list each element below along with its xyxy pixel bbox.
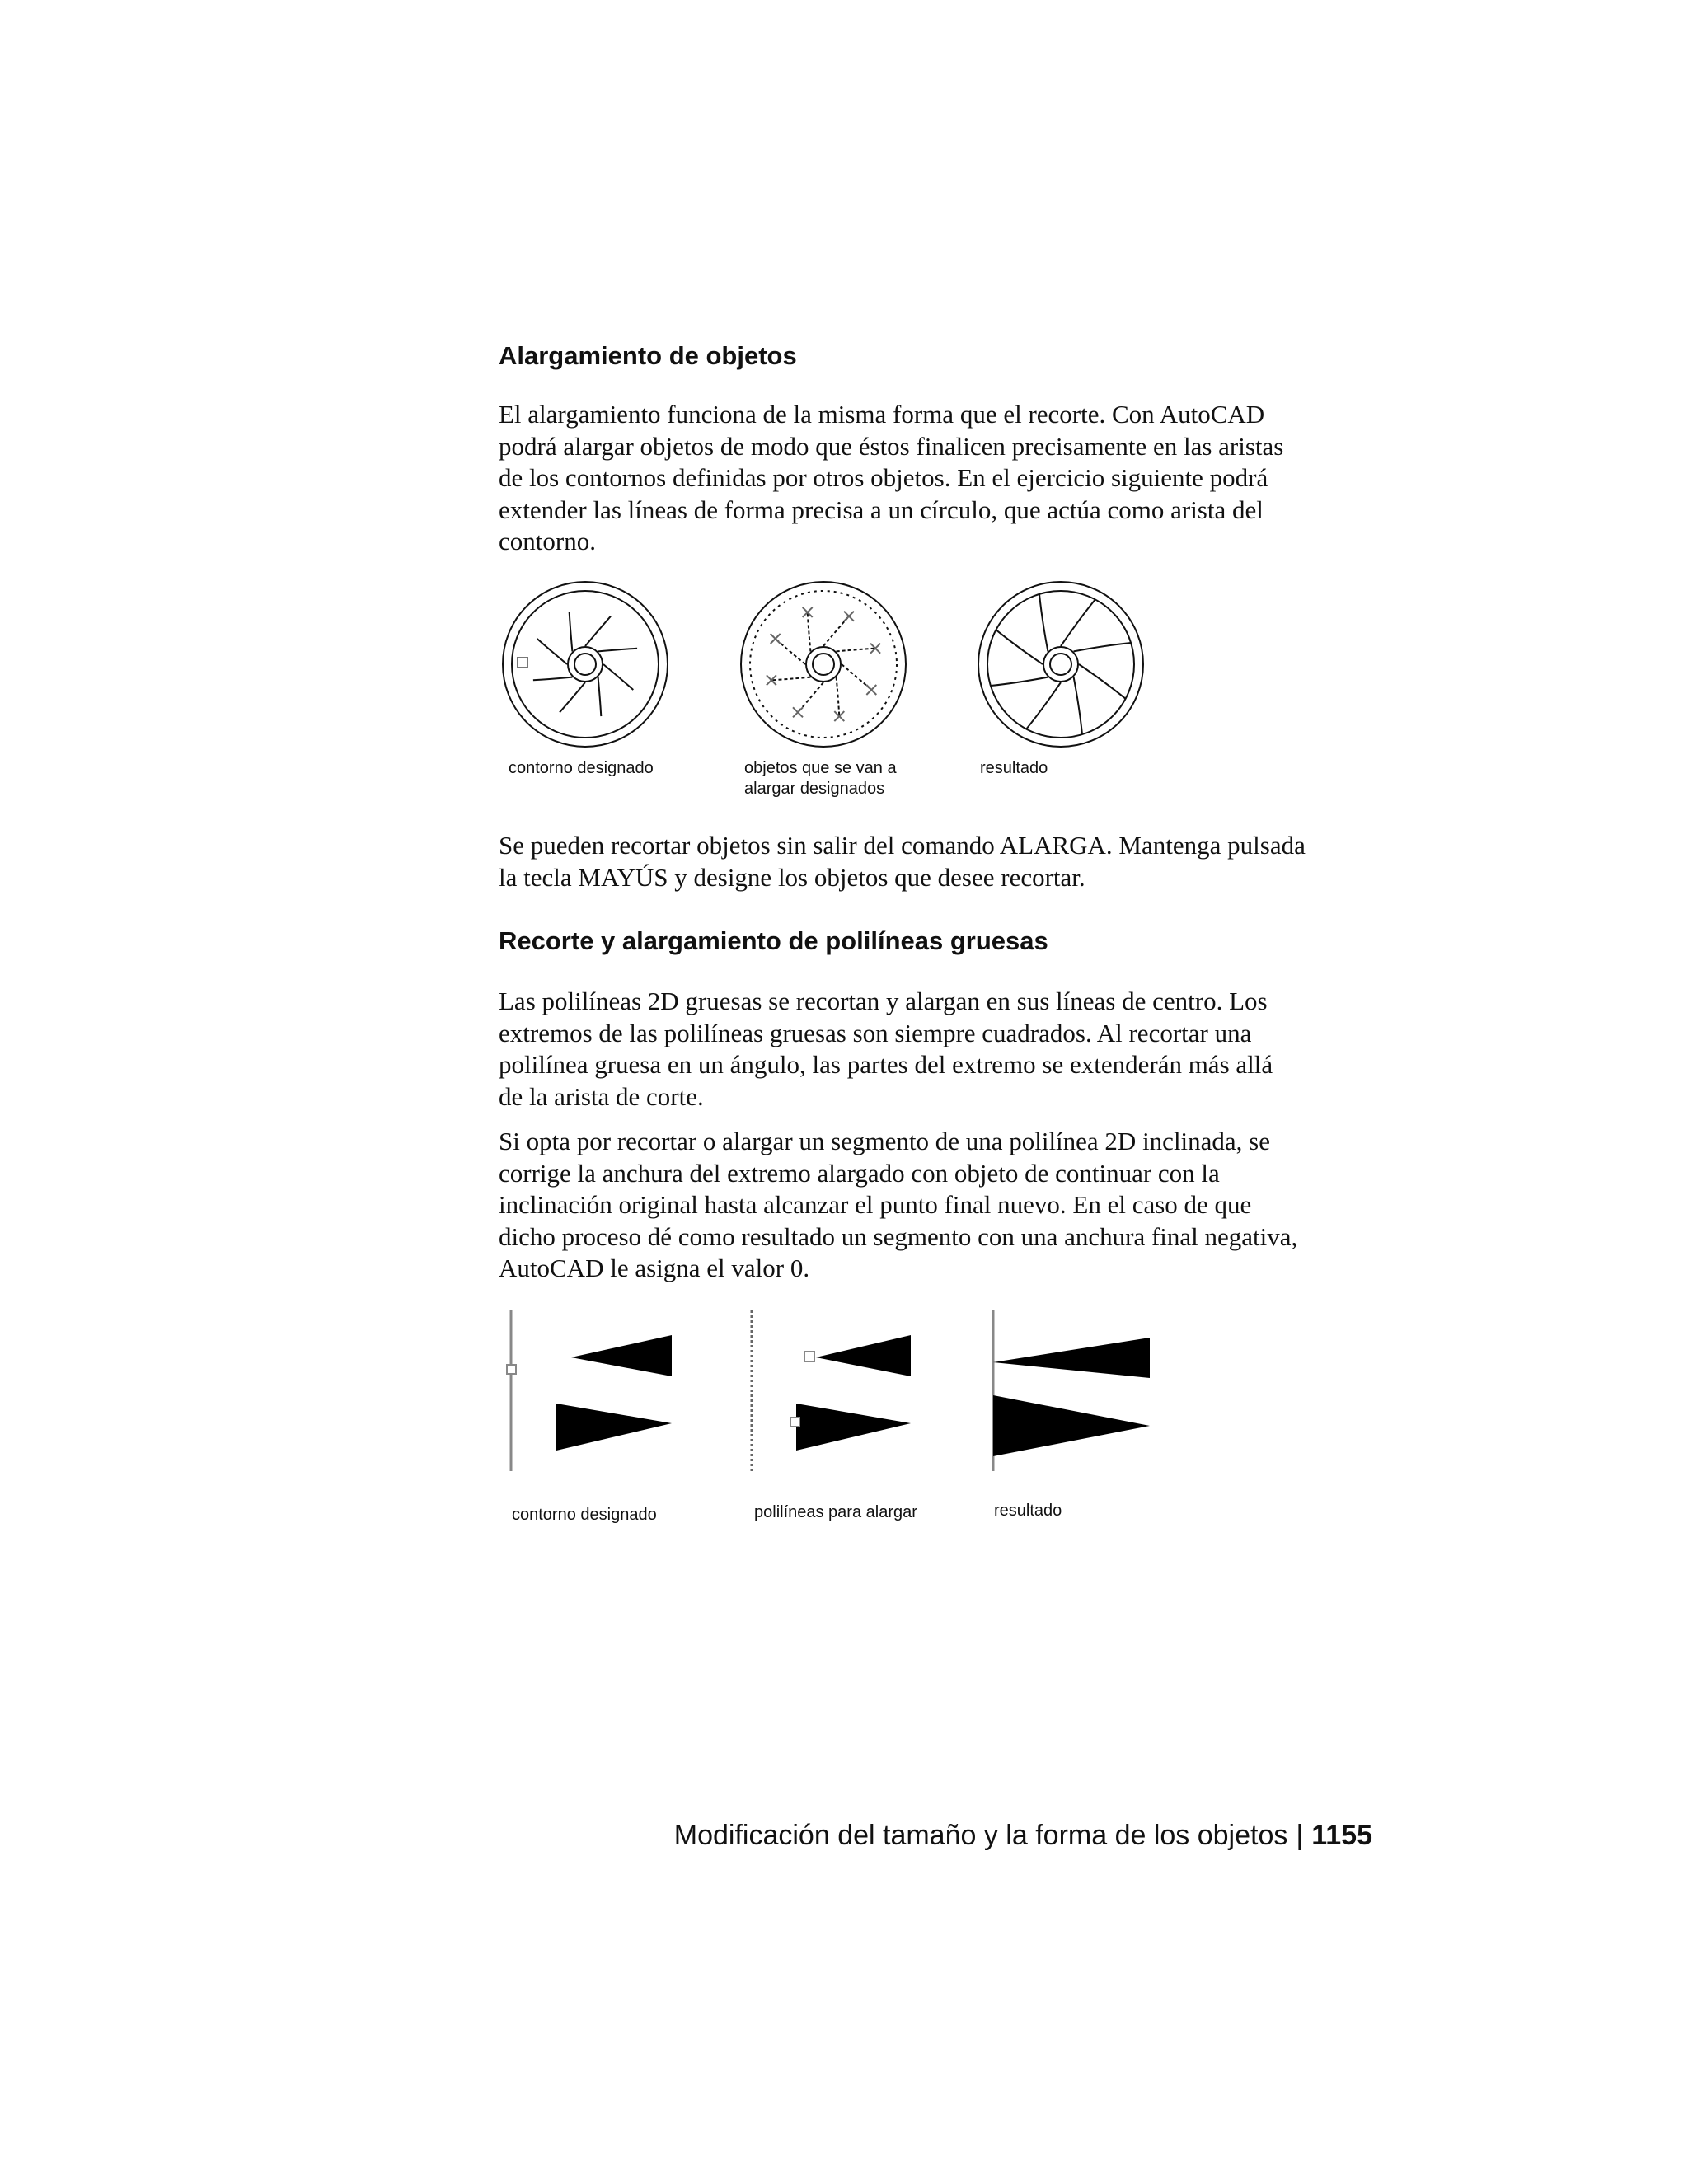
wheel-spoke bbox=[1079, 664, 1126, 699]
wheel-spoke bbox=[1026, 682, 1061, 729]
caption-objetos-line2: alargar designados bbox=[744, 780, 885, 798]
wedge-top bbox=[571, 1335, 672, 1376]
wheel-spoke bbox=[1074, 643, 1132, 651]
text-line: dicho proceso dé como resultado un segmento con una anchura final negativa, bbox=[499, 1221, 1298, 1251]
wedge-bottom bbox=[796, 1404, 911, 1451]
wedge-top-extended bbox=[993, 1338, 1150, 1378]
wheel-objects-selected bbox=[741, 582, 906, 747]
text-line: El alargamiento funciona de la misma forma que el recorte. Con AutoCAD bbox=[499, 400, 1265, 429]
wheel-spoke bbox=[560, 682, 585, 712]
wheel-spoke bbox=[991, 677, 1048, 686]
panel-resultado bbox=[993, 1310, 1150, 1471]
selection-marker bbox=[804, 1352, 814, 1361]
paragraph-alargamiento bbox=[499, 399, 1372, 558]
paragraph-mayus-note bbox=[499, 830, 1372, 893]
paragraph-polilineas-2 bbox=[499, 1126, 1372, 1285]
paragraph-polilineas-1 bbox=[499, 986, 1372, 1113]
footer-title: Modificación del tamaño y la forma de los objetos bbox=[673, 1820, 1288, 1851]
wedge-bottom bbox=[556, 1404, 672, 1451]
caption-contorno-designado: contorno designado bbox=[509, 759, 654, 777]
wedge-top bbox=[816, 1335, 911, 1376]
text-line: Si opta por recortar o alargar un segmento de una polilínea 2D inclinada, se bbox=[499, 1127, 1271, 1155]
selection-cross-marker bbox=[844, 612, 854, 621]
text-line: Se pueden recortar objetos sin salir del comando ALARGA. Mantenga pulsada bbox=[499, 831, 1306, 860]
wheel-spoke bbox=[1061, 599, 1095, 646]
wheel-spoke bbox=[1039, 594, 1048, 652]
caption-resultado: resultado bbox=[980, 759, 1048, 777]
caption-objetos-line1: objetos que se van a bbox=[744, 759, 897, 777]
text-line: de los contornos definidas por otros objetos. En el ejercicio siguiente podrá bbox=[499, 463, 1268, 492]
text-line: podrá alargar objetos de modo que éstos finalicen precisamente en las aristas bbox=[499, 431, 1284, 461]
wheel-spoke bbox=[808, 612, 811, 652]
wheel-spoke bbox=[537, 639, 567, 664]
text-line: inclinación original hasta alcanzar el punto final nuevo. En el caso de que bbox=[499, 1190, 1252, 1219]
wheel-spoke bbox=[598, 649, 638, 652]
section-heading-polilineas: Recorte y alargamiento de polilíneas gruesas bbox=[499, 926, 1048, 955]
text-line: polilínea gruesa en un ángulo, las partes del extremo se extenderán más allá bbox=[499, 1050, 1273, 1079]
text-line: corrige la anchura del extremo alargado con objeto de continuar con la bbox=[499, 1158, 1220, 1188]
wheel-spoke bbox=[533, 677, 573, 681]
figure-wheels bbox=[499, 577, 1158, 750]
caption-contorno-designado-2: contorno designado bbox=[512, 1506, 657, 1524]
text-line: de la arista de corte. bbox=[499, 1081, 704, 1111]
wheel-spoke bbox=[837, 649, 876, 652]
selection-cross-marker bbox=[793, 707, 803, 717]
selection-marker bbox=[790, 1418, 799, 1427]
caption-polilineas-para-alargar: polilíneas para alargar bbox=[754, 1503, 917, 1521]
selection-cross-marker bbox=[866, 685, 876, 695]
wheel-spoke bbox=[771, 677, 811, 681]
footer-separator: | bbox=[1296, 1820, 1304, 1851]
text-line: la tecla MAYÚS y designe los objetos que desee recortar. bbox=[499, 862, 1085, 892]
page-number: 1155 bbox=[1311, 1820, 1372, 1851]
selection-cross-marker bbox=[771, 634, 781, 644]
wheel-spoke bbox=[837, 677, 840, 717]
wheel-spoke bbox=[570, 612, 573, 652]
wheel-spoke bbox=[603, 664, 633, 690]
text-line: extremos de las polilíneas gruesas son siempre cuadrados. Al recortar una bbox=[499, 1018, 1252, 1047]
selection-marker bbox=[507, 1365, 516, 1374]
text-line: extender las líneas de forma precisa a un círculo, que actúa como arista del bbox=[499, 494, 1264, 524]
section-heading-alargamiento: Alargamiento de objetos bbox=[499, 341, 797, 370]
page-footer bbox=[674, 1820, 1372, 1852]
text-line: Las polilíneas 2D gruesas se recortan y alargan en sus líneas de centro. Los bbox=[499, 987, 1268, 1015]
wheel-spoke bbox=[585, 616, 611, 646]
figure-polylines bbox=[499, 1306, 1175, 1479]
wheel-spoke bbox=[598, 677, 602, 717]
wheel-result bbox=[978, 582, 1143, 747]
text-line: contorno. bbox=[499, 527, 596, 555]
wheel-spoke bbox=[1074, 677, 1082, 735]
wedge-bottom-extended bbox=[993, 1395, 1150, 1456]
text-line: AutoCAD le asigna el valor 0. bbox=[499, 1254, 810, 1282]
panel-contorno-designado bbox=[507, 1310, 672, 1471]
wheel-boundary-selected bbox=[503, 582, 668, 747]
panel-polilineas-para-alargar bbox=[752, 1310, 911, 1471]
wheel-spoke bbox=[996, 630, 1043, 664]
caption-resultado-2: resultado bbox=[994, 1502, 1062, 1520]
